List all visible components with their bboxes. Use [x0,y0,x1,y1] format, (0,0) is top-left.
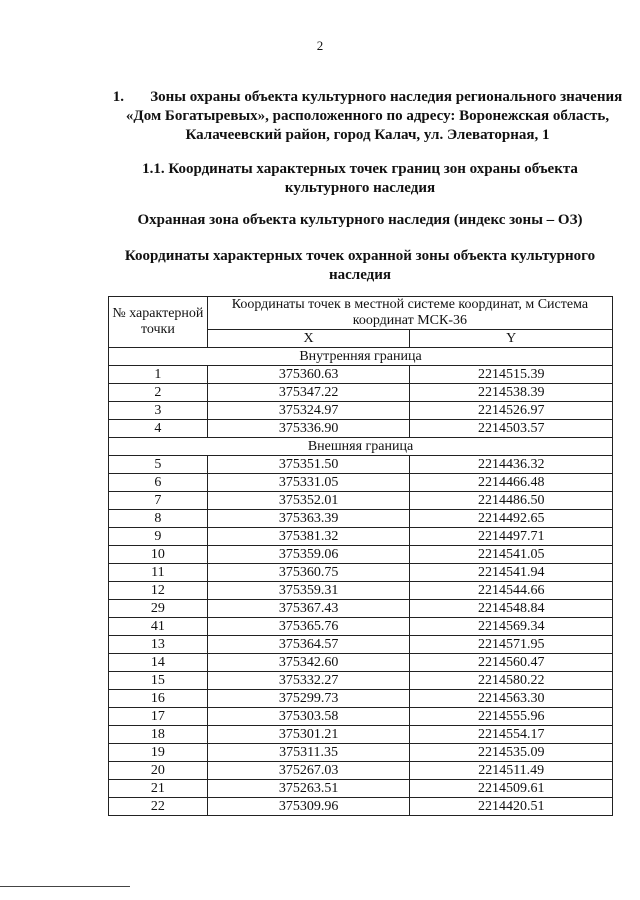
y-coordinate-cell: 2214544.66 [410,582,613,600]
x-coordinate-cell: 375367.43 [207,600,410,618]
y-coordinate-cell: 2214571.95 [410,636,613,654]
table-row [109,510,613,528]
table-row [109,690,613,708]
x-coordinate-cell: 375359.06 [207,546,410,564]
y-coordinate-cell: 2214420.51 [410,798,613,816]
y-coordinate-cell: 2214548.84 [410,600,613,618]
table-row [109,600,613,618]
x-coordinate-cell: 375303.58 [207,708,410,726]
point-number-cell: 20 [109,762,208,780]
table-header-row [109,297,613,330]
section-heading-1: 1. Зоны охраны объекта культурного наследия регионального значения «Дом Богатыревых», расположенного по адресу: Воронежская область, Калачеевский район, город Калач, ул. Элеваторная, 1 [112,89,623,143]
y-coordinate-cell: 2214486.50 [410,492,613,510]
y-coordinate-cell: 2214560.47 [410,654,613,672]
x-coordinate-cell: 375365.76 [207,618,410,636]
y-coordinate-cell: 2214526.97 [410,402,613,420]
table-row [109,636,613,654]
table-row [109,384,613,402]
y-coordinate-cell: 2214538.39 [410,384,613,402]
x-coordinate-cell: 375363.39 [207,510,410,528]
table-row [109,798,613,816]
zone-heading: Охранная зона объекта культурного наследия (индекс зоны – ОЗ) [137,212,583,228]
point-number-cell: 6 [109,474,208,492]
x-coordinate-cell: 375347.22 [207,384,410,402]
table-row [109,618,613,636]
y-coordinate-cell: 2214555.96 [410,708,613,726]
x-coordinate-cell: 375309.96 [207,798,410,816]
table-row [109,546,613,564]
table-row [109,744,613,762]
table-row [109,672,613,690]
y-coordinate-cell: 2214503.57 [410,420,613,438]
subsection-heading-1-1: 1.1. Координаты характерных точек границ зон охраны объекта культурного наследия [142,161,578,196]
table-row [109,528,613,546]
y-coordinate-cell: 2214509.61 [410,780,613,798]
y-coordinate-cell: 2214541.94 [410,564,613,582]
table-row [109,780,613,798]
x-coordinate-cell: 375324.97 [207,402,410,420]
point-number-cell: 19 [109,744,208,762]
outer-boundary-label: Внешняя граница [109,438,613,456]
table-row [109,420,613,438]
y-coordinate-cell: 2214569.34 [410,618,613,636]
table-row [109,708,613,726]
table-row [109,492,613,510]
point-number-cell: 11 [109,564,208,582]
x-coordinate-cell: 375359.31 [207,582,410,600]
y-coordinate-cell: 2214515.39 [410,366,613,384]
x-coordinate-cell: 375336.90 [207,420,410,438]
point-number-cell: 1 [109,366,208,384]
x-coordinate-cell: 375332.27 [207,672,410,690]
inner-boundary-label: Внутренняя граница [109,348,613,366]
x-coordinate-cell: 375351.50 [207,456,410,474]
point-number-cell: 29 [109,600,208,618]
x-coordinate-cell: 375342.60 [207,654,410,672]
point-number-cell: 3 [109,402,208,420]
point-number-cell: 15 [109,672,208,690]
y-coordinate-cell: 2214541.05 [410,546,613,564]
y-coordinate-cell: 2214436.32 [410,456,613,474]
x-coordinate-cell: 375267.03 [207,762,410,780]
y-coordinate-cell: 2214563.30 [410,690,613,708]
table-row [109,726,613,744]
table-row [109,474,613,492]
x-coordinate-cell: 375381.32 [207,528,410,546]
page-number: 2 [316,38,324,53]
table-body [109,348,613,816]
table-row [109,654,613,672]
table-row [109,564,613,582]
table-row [109,402,613,420]
x-coordinate-cell: 375360.75 [207,564,410,582]
y-column-header: Y [410,330,613,348]
coordinates-header: Координаты точек в местной системе координат, м Система координат МСК-36 [207,297,612,330]
point-number-cell: 14 [109,654,208,672]
y-coordinate-cell: 2214580.22 [410,672,613,690]
x-column-header: X [207,330,410,348]
point-number-cell: 8 [109,510,208,528]
x-coordinate-cell: 375301.21 [207,726,410,744]
point-number-cell: 5 [109,456,208,474]
point-number-cell: 17 [109,708,208,726]
y-coordinate-cell: 2214466.48 [410,474,613,492]
footnote-separator [0,886,130,887]
x-coordinate-cell: 375331.05 [207,474,410,492]
y-coordinate-cell: 2214492.65 [410,510,613,528]
x-coordinate-cell: 375263.51 [207,780,410,798]
y-coordinate-cell: 2214554.17 [410,726,613,744]
point-number-cell: 18 [109,726,208,744]
point-number-cell: 16 [109,690,208,708]
table-row [109,456,613,474]
point-number-header: № характерной точки [109,297,208,348]
point-number-cell: 2 [109,384,208,402]
point-number-cell: 13 [109,636,208,654]
table-row [109,582,613,600]
x-coordinate-cell: 375352.01 [207,492,410,510]
point-number-cell: 22 [109,798,208,816]
point-number-cell: 41 [109,618,208,636]
point-number-cell: 9 [109,528,208,546]
inner-boundary-row [109,348,613,366]
point-number-cell: 10 [109,546,208,564]
point-number-cell: 4 [109,420,208,438]
point-number-cell: 12 [109,582,208,600]
y-coordinate-cell: 2214535.09 [410,744,613,762]
y-coordinate-cell: 2214497.71 [410,528,613,546]
table-row [109,366,613,384]
point-number-cell: 7 [109,492,208,510]
table-row [109,762,613,780]
outer-boundary-row [109,438,613,456]
x-coordinate-cell: 375364.57 [207,636,410,654]
x-coordinate-cell: 375311.35 [207,744,410,762]
x-coordinate-cell: 375360.63 [207,366,410,384]
table-heading: Координаты характерных точек охранной зоны объекта культурного наследия [124,248,596,283]
point-number-cell: 21 [109,780,208,798]
coordinates-table [108,296,613,816]
y-coordinate-cell: 2214511.49 [410,762,613,780]
x-coordinate-cell: 375299.73 [207,690,410,708]
